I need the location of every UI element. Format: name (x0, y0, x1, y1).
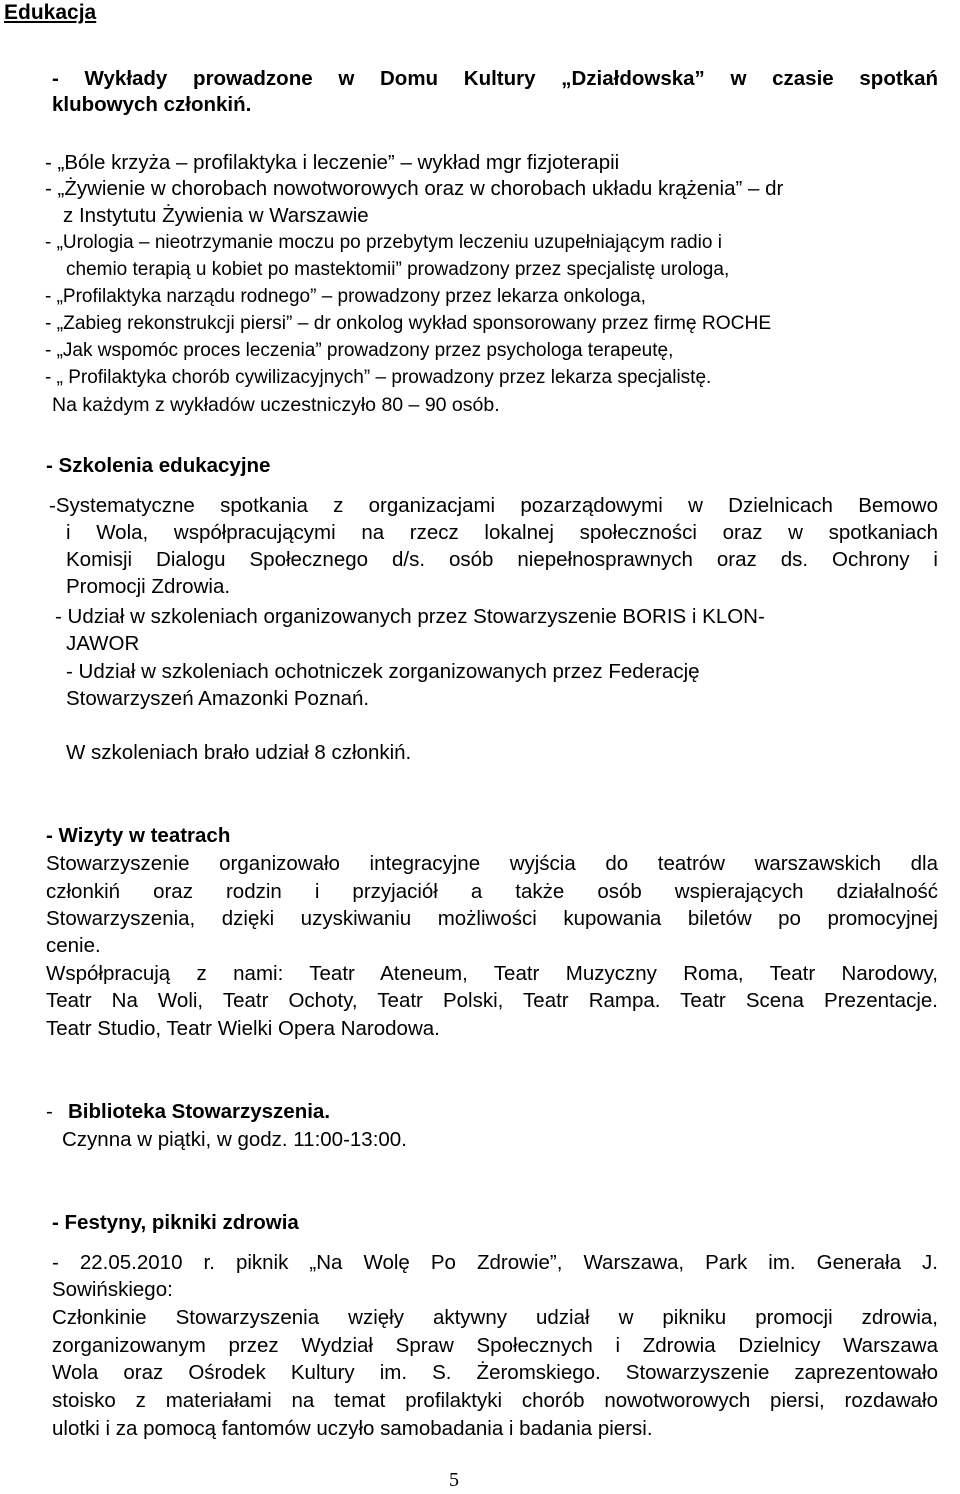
theatres-heading: - Wizyty w teatrach (46, 824, 231, 847)
trainings-line-3: Komisji Dialogu Społecznego d/s. osób niepełnosprawnych oraz ds. Ochrony i (66, 548, 938, 571)
theatres-partners-line-3: Teatr Studio, Teatr Wielki Opera Narodowa. (46, 1017, 440, 1040)
trainings-line-5: - Udział w szkoleniach organizowanych przez Stowarzyszenie BORIS i KLON- (55, 605, 765, 628)
theatres-line-4: cenie. (46, 934, 101, 957)
lectures-intro-line-1: - Wykłady prowadzone w Domu Kultury „Działdowska” w czasie spotkań (52, 67, 938, 90)
lecture-item-2-cont: z Instytutu Żywienia w Warszawie (63, 204, 369, 227)
theatres-line-1: Stowarzyszenie organizowało integracyjne wyjścia do teatrów warszawskich dla (46, 852, 938, 875)
trainings-line-7: - Udział w szkoleniach ochotniczek zorganizowanych przez Federację (66, 660, 700, 683)
theatres-line-2: członkiń oraz rodzin i przyjaciół a także osób wspierających działalność (46, 880, 938, 903)
theatres-partners-line-2: Teatr Na Woli, Teatr Ochoty, Teatr Polski, Teatr Rampa. Teatr Scena Prezentacje. (46, 989, 938, 1012)
festivals-line-5: Wola oraz Ośrodek Kultury im. S. Żeromskiego. Stowarzyszenie zaprezentowało (52, 1361, 938, 1384)
theatres-line-3: Stowarzyszenia, dzięki uzyskiwaniu możliwości kupowania biletów po promocyjnej (46, 907, 938, 930)
lecture-item-2: - „Żywienie w chorobach nowotworowych oraz w chorobach układu krążenia” – dr (45, 177, 784, 200)
festivals-line-4: zorganizowanym przez Wydział Spraw Społecznych i Zdrowia Dzielnicy Warszawa (52, 1334, 938, 1357)
lecture-item-1: - „Bóle krzyża – profilaktyka i leczenie” – wykład mgr fizjoterapii (45, 151, 620, 174)
lecture-item-7: - „ Profilaktyka chorób cywilizacyjnych” – prowadzony przez lekarza specjalistę. (45, 367, 712, 388)
library-heading: Biblioteka Stowarzyszenia. (68, 1100, 331, 1123)
lecture-item-3: - „Urologia – nieotrzymanie moczu po przebytym leczeniu uzupełniającym radio i (45, 232, 722, 253)
lecture-item-5: - „Zabieg rekonstrukcji piersi” – dr onkolog wykład sponsorowany przez firmę ROCHE (45, 313, 772, 334)
trainings-line-4: Promocji Zdrowia. (66, 575, 231, 598)
lecture-item-3-cont: chemio terapią u kobiet po mastektomii” prowadzony przez specjalistę urologa, (66, 259, 730, 280)
trainings-heading: - Szkolenia edukacyjne (46, 454, 271, 477)
lecture-item-4: - „Profilaktyka narządu rodnego” – prowadzony przez lekarza onkologa, (45, 286, 646, 307)
trainings-line-8: Stowarzyszeń Amazonki Poznań. (66, 687, 370, 710)
festivals-heading: - Festyny, pikniki zdrowia (52, 1211, 299, 1234)
festivals-line-2: Sowińskiego: (52, 1278, 173, 1301)
lectures-intro-line-2: klubowych członkiń. (52, 93, 252, 116)
festivals-line-1: - 22.05.2010 r. piknik „Na Wolę Po Zdrowie”, Warszawa, Park im. Generała J. (52, 1251, 938, 1274)
festivals-line-6: stoisko z materiałami na temat profilaktyki chorób nowotworowych piersi, rozdawało (52, 1389, 938, 1412)
trainings-line-2: i Wola, współpracującymi na rzecz lokalnej społeczności oraz w spotkaniach (66, 521, 938, 544)
library-dash: - (46, 1100, 53, 1123)
festivals-line-3: Członkinie Stowarzyszenia wzięły aktywny udział w pikniku promocji zdrowia, (52, 1306, 938, 1329)
theatres-partners-line-1: Współpracują z nami: Teatr Ateneum, Teatr Muzyczny Roma, Teatr Narodowy, (46, 962, 938, 985)
trainings-attendance: W szkoleniach brało udział 8 członkiń. (66, 741, 412, 764)
section-title: Edukacja (4, 1, 97, 24)
library-hours: Czynna w piątki, w godz. 11:00-13:00. (62, 1128, 407, 1151)
lecture-item-6: - „Jak wspomóc proces leczenia” prowadzony przez psychologa terapeutę, (45, 340, 674, 361)
trainings-line-6: JAWOR (66, 632, 140, 655)
trainings-line-1: -Systematyczne spotkania z organizacjami pozarządowymi w Dzielnicach Bemowo (49, 494, 938, 517)
page-number: 5 (449, 1469, 459, 1491)
festivals-line-7: ulotki i za pomocą fantomów uczyło samobadania i badania piersi. (52, 1417, 653, 1440)
lectures-attendance: Na każdym z wykładów uczestniczyło 80 – 90 osób. (52, 394, 500, 416)
